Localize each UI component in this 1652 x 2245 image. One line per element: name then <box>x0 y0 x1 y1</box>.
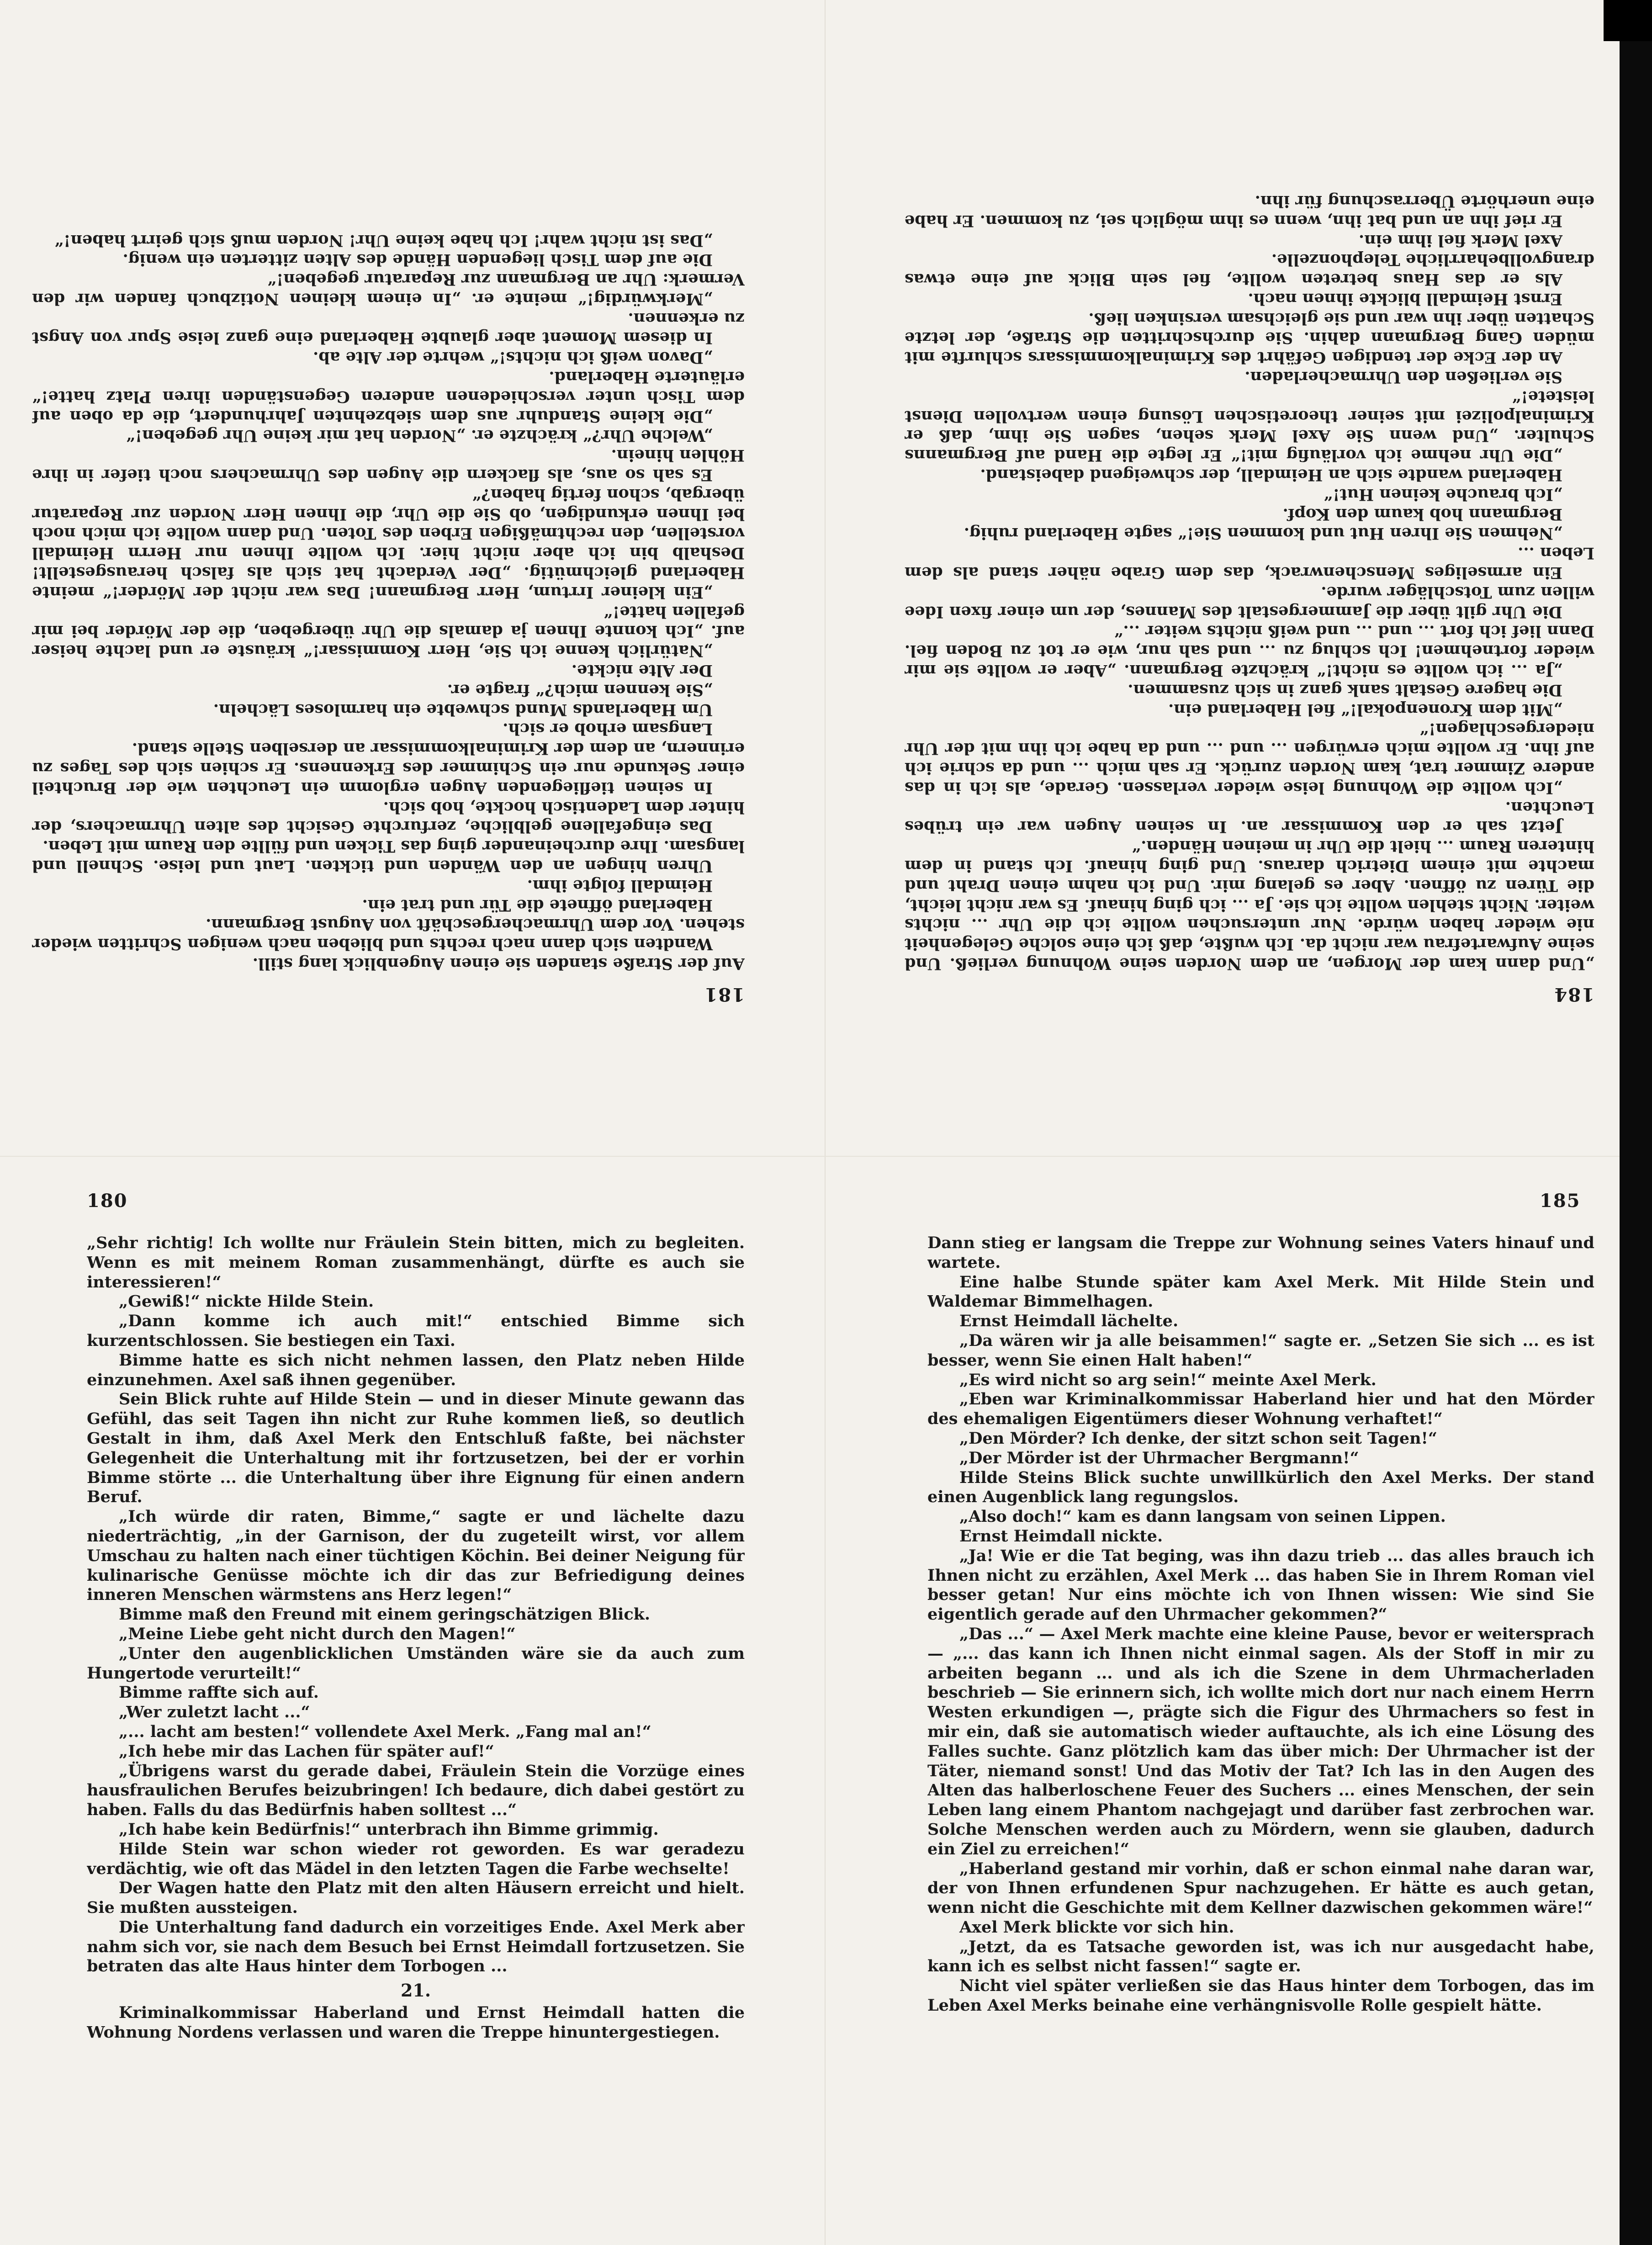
paragraph: Sein Blick ruhte auf Hilde Stein — und in dieser Minute gewann das Gefühl, das seit Tagen ihn nicht zur Ruhe kommen ließ, so deutlich Gestalt in ihm, daß Axel Merk den Entschluß faßte, bei nächster Gelegenheit die Unterhaltung mit ihr fortzusetzen, bei der er vorhin Bimme störte ... die Unterhaltung über ihre Eignung für einen andern Beruf. <box>87 1390 745 1507</box>
page-text <box>87 1234 745 2129</box>
paragraph: „Ich brauche keinen Hut!“ <box>1323 485 1562 504</box>
page-text <box>927 1234 1594 2129</box>
paragraph: „Der Mörder ist der Uhrmacher Bergmann!“ <box>959 1448 1359 1467</box>
paragraph: Die Uhr gilt über die Jammergestalt des Mannes, der um einer fixen Idee willen zum Totschläger wurde. <box>905 582 1594 621</box>
page-180 <box>87 1190 745 2150</box>
paragraph: „Welche Uhr?“ krächzte er. „Norden hat mir keine Uhr gegeben!“ <box>126 426 713 445</box>
page-181-rotated <box>32 69 745 1005</box>
page-number: 180 <box>87 1190 128 1212</box>
paragraph: Bergmann hob kaum den Kopf. <box>1282 504 1562 524</box>
paragraph: Wandten sich dann nach rechts und blieben nach wenigen Schritten wieder stehen. Vor dem Uhrmachergeschäft von August Bergmann. <box>32 915 745 954</box>
paragraph: Das eingefallene gelbliche, zerfurchte Gesicht des alten Uhrmachers, der hinter dem Ladentisch hockte, hob sich. <box>32 798 745 837</box>
paragraph: Er rief ihn an und bat ihn, wenn es ihm möglich sei, zu kommen. Er habe eine unerhörte Überraschung für ihn. <box>905 191 1594 230</box>
paragraph: Um Haberlands Mund schwebte ein harmloses Lächeln. <box>213 700 713 719</box>
paragraph: „Mit dem Kronenpokal!“ fiel Haberland ein. <box>1168 700 1562 719</box>
paragraph: Haberland öffnete die Tür und trat ein. <box>362 895 713 915</box>
page-text <box>32 142 745 973</box>
paragraph: Langsam erhob er sich. <box>503 720 713 739</box>
paragraph: Die auf dem Tisch liegenden Hände des Alten zitterten ein wenig. <box>122 250 713 270</box>
paragraph: Nicht viel später verließen sie das Haus hinter dem Torbogen, das im Leben Axel Merks beinahe eine verhängnisvolle Rolle gespielt hätte. <box>927 1976 1594 2015</box>
paragraph: Bimme raffte sich auf. <box>119 1683 319 1702</box>
sheet-divider <box>0 1156 1620 1157</box>
page-number: 185 <box>1540 1190 1581 1212</box>
paragraph: „Unter den augenblicklichen Umständen wäre sie da auch zum Hungertode verurteilt!“ <box>87 1644 745 1683</box>
paragraph: „Es wird nicht so arg sein!“ meinte Axel Merk. <box>959 1370 1377 1389</box>
paragraph: Heimdall folgte ihm. <box>527 876 713 895</box>
page-184-rotated <box>905 69 1594 1005</box>
page-number: 181 <box>704 984 745 1005</box>
paragraph: Bimme hatte es sich nicht nehmen lassen, den Platz neben Hilde einzunehmen. Axel saß ihnen gegenüber. <box>87 1350 745 1389</box>
paragraph: Haberland wandte sich an Heimdall, der schweigend dabeistand. <box>980 466 1562 485</box>
chapter-heading: 21. <box>400 1980 431 2001</box>
scan-edge-border <box>1620 0 1652 2245</box>
paragraph: Auf der Straße standen sie einen Augenblick lang still. <box>252 954 745 973</box>
paragraph: Ein armseliges Menschenwrack, das dem Grabe näher stand als dem Leben ... <box>905 544 1594 582</box>
paragraph: Ernst Heimdall blickte ihnen nach. <box>1248 289 1562 308</box>
paragraph: „Ich habe kein Bedürfnis!“ unterbrach ihn Bimme grimmig. <box>119 1820 659 1839</box>
paragraph: „Die kleine Standuhr aus dem siebzehnten Jahrhundert, die da oben auf dem Tisch unter verschiedenen anderen Gegenständen ihren Platz hatte!“ erläuterte Haberland. <box>32 368 745 426</box>
paragraph: „Dann komme ich auch mit!“ entschied Bimme sich kurzentschlossen. Sie bestiegen ein Taxi. <box>87 1312 745 1350</box>
paragraph: „Wer zuletzt lacht ...“ <box>119 1703 310 1722</box>
paragraph: Uhren hingen an den Wänden und tickten. Laut und leise. Schnell und langsam. Ihre durcheinander ging das Ticken und füllte den Raum mit Leben. <box>32 837 745 876</box>
paragraph: Der Alte nickte. <box>571 661 713 680</box>
paragraph: Axel Merk blickte vor sich hin. <box>959 1917 1234 1937</box>
paragraph: „Sehr richtig! Ich wollte nur Fräulein Stein bitten, mich zu begleiten. Wenn es mit meinem Roman zusammenhängt, dürfte es auch sie interessieren!“ <box>87 1234 745 1292</box>
fold-line <box>825 0 826 2245</box>
paragraph: Als er das Haus betreten wollte, fiel sein Blick auf eine etwas drangvollbeharrliche Telephonzelle. <box>905 250 1594 289</box>
paragraph: Die Unterhaltung fand dadurch ein vorzeitiges Ende. Axel Merk aber nahm sich vor, sie nach dem Besuch bei Ernst Heimdall fortzusetzen. Sie betraten das alte Haus hinter dem Torbogen ... <box>87 1917 745 1976</box>
paragraph: „Das ist nicht wahr! Ich habe keine Uhr! Norden muß sich geirrt haben!“ <box>54 231 713 250</box>
paragraph: „Und dann kam der Morgen, an dem Norden seine Wohnung verließ. Und seine Aufwartefrau war nicht da. Ich wußte, daß ich eine solche Gelegenheit nie wieder haben würde. Nur untersuchen wollte ich die Uhr ... nichts weiter. Nicht stehlen wollte ich sie. Ja ... ich ging hinauf. Es war nicht leicht, die Türen zu öffnen. Aber es gelang mir. Und ich nahm einen Draht und machte mit einem Dietrich daraus. Und ging hinauf. Ich stand in dem hinteren Raum ... hielt die Uhr in meinen Händen.“ <box>905 837 1594 973</box>
paragraph: „Übrigens warst du gerade dabei, Fräulein Stein die Vorzüge eines hausfraulichen Berufes beizubringen! Ich bedaure, dich dabei gestört zu haben. Falls du das Bedürfnis haben solltest ...“ <box>87 1761 745 1820</box>
paragraph: An der Ecke der tendigen Gefährt des Kriminalkommissars schlurfte mit müden Gang Bergmann dahin. Sie durchschritten die Straße, der letzte Schatten über ihn war und sie gleichsam versinken ließ. <box>905 309 1594 367</box>
paragraph: In diesem Moment aber glaubte Haberland eine ganz leise Spur von Angst zu erkennen. <box>32 309 745 348</box>
paragraph: Ernst Heimdall lächelte. <box>959 1312 1179 1331</box>
paragraph: „Haberland gestand mir vorhin, daß er schon einmal nahe daran war, der von Ihnen erfundenen Spur nachzugehen. Er hätte es auch getan, wenn nicht die Geschichte mit dem Kellner dazwischen gekommen wäre!“ <box>927 1859 1594 1917</box>
paragraph: „Ein kleiner Irrtum, Herr Bergmann! Das war nicht der Mörder!“ meinte Haberland gleichmütig. „Der Verdacht hat sich als falsch herausgestellt! Deshalb bin ich aber nicht hier. Ich wollte Ihnen nur Herrn Heimdall vorstellen, den rechtmäßigen Erben des Toten. Und dann wollte ich mich noch bei Ihnen erkundigen, ob Sie die Uhr, die Ihnen Herr Norden zur Reparatur übergab, schon fertig haben?“ <box>32 485 745 602</box>
paragraph: „Das ...“ — Axel Merk machte eine kleine Pause, bevor er weitersprach — „... das kann ich Ihnen nicht einmal sagen. Als der Stoff in mir zu arbeiten begann ... und als ich die Szene in dem Uhrmacherladen beschrieb — Sie erinnern sich, ich wollte mich dort nur nach einem Herrn Westen erkundigen —, prägte sich die Figur des Uhrmachers so fest in mir ein, daß sie automatisch wieder auftauchte, als ich eine Lösung des Falles suchte. Ganz plötzlich kam das über mich: Der Uhrmacher ist der Täter, niemand sonst! Und das Motiv der Tat? Ich las in den Augen des Alten das halberloschene Feuer des Suchers ... eines Menschen, der sein Leben lang einem Phantom nachgejagt und darüber fast zerbrochen war. Solche Menschen werden auch zu Mördern, wenn sie glauben, dadurch ein Ziel zu erreichen!“ <box>927 1624 1594 1858</box>
paragraph: „Eben war Kriminalkommissar Haberland hier und hat den Mörder des ehemaligen Eigentümers dieser Wohnung verhaftet!“ <box>927 1390 1594 1429</box>
page-text <box>905 142 1594 973</box>
paragraph: Axel Merk fiel ihm ein. <box>1358 231 1562 250</box>
paragraph: „Gewiß!“ nickte Hilde Stein. <box>119 1292 374 1311</box>
paragraph: Die hagere Gestalt sank ganz in sich zusammen. <box>1128 680 1562 699</box>
paragraph: Der Wagen hatte den Platz mit den alten Häusern erreicht und hielt. Sie mußten aussteigen. <box>87 1879 745 1917</box>
paragraph: „Merkwürdig!“ meinte er. „In einem kleinen Notizbuch fanden wir den Vermerk: Uhr an Bergmann zur Reparatur gegeben!“ <box>32 270 745 308</box>
paragraph: „Natürlich kenne ich Sie, Herr Kommissar!“ kräuste er und lachte heiser auf. „Ich konnte Ihnen ja damals die Uhr übergeben, die der Mörder bei mir gefallen hatte!“ <box>32 602 745 661</box>
paragraph: „Ja! Wie er die Tat beging, was ihn dazu trieb ... das alles brauch ich Ihnen nicht zu erzählen, Axel Merk ... das haben Sie in Ihrem Roman viel besser getan! Nur eins möchte ich von Ihnen wissen: Wie sind Sie eigentlich gerade auf den Uhrmacher gekommen?“ <box>927 1546 1594 1624</box>
paragraph: „Ich wollte die Wohnung leise wieder verlassen. Gerade, als ich in das andere Zimmer trat, kam Norden zurück. Er sah mich ... und da schrie ich auf ihn. Er wollte mich erwürgen ... und ... und da habe ich ihn mit der Uhr niedergeschlagen!“ <box>905 720 1594 797</box>
paragraph: Dann stieg er langsam die Treppe zur Wohnung seines Vaters hinauf und wartete. <box>927 1234 1594 1272</box>
paragraph: Ernst Heimdall nickte. <box>959 1526 1163 1546</box>
paragraph: „... lacht am besten!“ vollendete Axel Merk. „Fang mal an!“ <box>119 1722 651 1741</box>
page-185 <box>927 1190 1594 2150</box>
paragraph: „Davon weiß ich nichts!“ wehrte der Alte ab. <box>313 348 713 367</box>
page-number: 184 <box>1553 984 1594 1005</box>
paragraph: Es sah so aus, als flackern die Augen des Uhrmachers noch tiefer in ihre Höhlen hinein. <box>32 446 745 485</box>
paragraph: „Meine Liebe geht nicht durch den Magen!“ <box>119 1624 516 1643</box>
paragraph: „Ich würde dir raten, Bimme,“ sagte er und lächelte dazu niederträchtig, „in der Garnison, der du zugeteilt wirst, vor allem Umschau zu halten nach einer tüchtigen Köchin. Bei deiner Neigung für kulinarische Genüsse möchte ich dir das zur Befriedigung deines inneren Menschen wärmstens ans Herz legen!“ <box>87 1507 745 1604</box>
paragraph: „Sie kennen mich?“ fragte er. <box>447 680 713 699</box>
paragraph: „Die Uhr nehme ich vorläufig mit!“ Er legte die Hand auf Bergmanns Schulter. „Und wenn Sie Axel Merk sehen, sagen Sie ihm, daß er Kriminalpolizei mit seiner theoretischen Lösung einen wertvollen Dienst leistete!“ <box>905 387 1594 465</box>
paragraph: Bimme maß den Freund mit einem geringschätzigen Blick. <box>119 1605 651 1624</box>
paragraph: Jetzt sah er den Kommissar an. In seinen Augen war ein trübes Leuchten. <box>905 798 1594 837</box>
paragraph: Sie verließen den Uhrmacherladen. <box>1244 368 1562 387</box>
paragraph: „Jetzt, da es Tatsache geworden ist, was ich nur ausgedacht habe, kann ich es selbst nicht fassen!“ sagte er. <box>927 1937 1594 1976</box>
paragraph: „Also doch!“ kam es dann langsam von seinen Lippen. <box>959 1507 1446 1526</box>
scan-corner <box>1604 0 1652 41</box>
paragraph: Kriminalkommissar Haberland und Ernst Heimdall hatten die Wohnung Nordens verlassen und waren die Treppe hinuntergestiegen. <box>87 2003 745 2042</box>
paragraph: Eine halbe Stunde später kam Axel Merk. Mit Hilde Stein und Waldemar Bimmelhagen. <box>927 1272 1594 1311</box>
paragraph: „Ich hebe mir das Lachen für später auf!“ <box>119 1742 494 1761</box>
paragraph: Hilde Steins Blick suchte unwillkürlich den Axel Merks. Der stand einen Augenblick lang regungslos. <box>927 1468 1594 1507</box>
paragraph: In seinen tiefliegenden Augen erglomm ein Leuchten wie der Bruchteil einer Sekunde nur ein Schimmer des Erkennens. Er schien sich des Tages zu erinnern, an dem der Kriminalkommissar an derselben Stelle stand. <box>32 739 745 797</box>
paragraph: „Da wären wir ja alle beisammen!“ sagte er. „Setzen Sie sich ... es ist besser, wenn Sie einen Halt haben!“ <box>927 1331 1594 1370</box>
paragraph: Hilde Stein war schon wieder rot geworden. Es war geradezu verdächtig, wie oft das Mädel in den letzten Tagen die Farbe wechselte! <box>87 1839 745 1878</box>
paragraph: „Ja ... ich wollte es nicht!“ krächzte Bergmann. „Aber er wollte sie mir wieder fortnehmen! Ich schlug zu ... und sah nur, wie er tot zu Boden fiel. Dann lief ich fort ... und ... und weiß nichts weiter ...“ <box>905 622 1594 680</box>
paragraph: „Den Mörder? Ich denke, der sitzt schon seit Tagen!“ <box>959 1429 1438 1448</box>
paragraph: „Nehmen Sie Ihren Hut und kommen Sie!“ sagte Haberland ruhig. <box>964 524 1562 543</box>
